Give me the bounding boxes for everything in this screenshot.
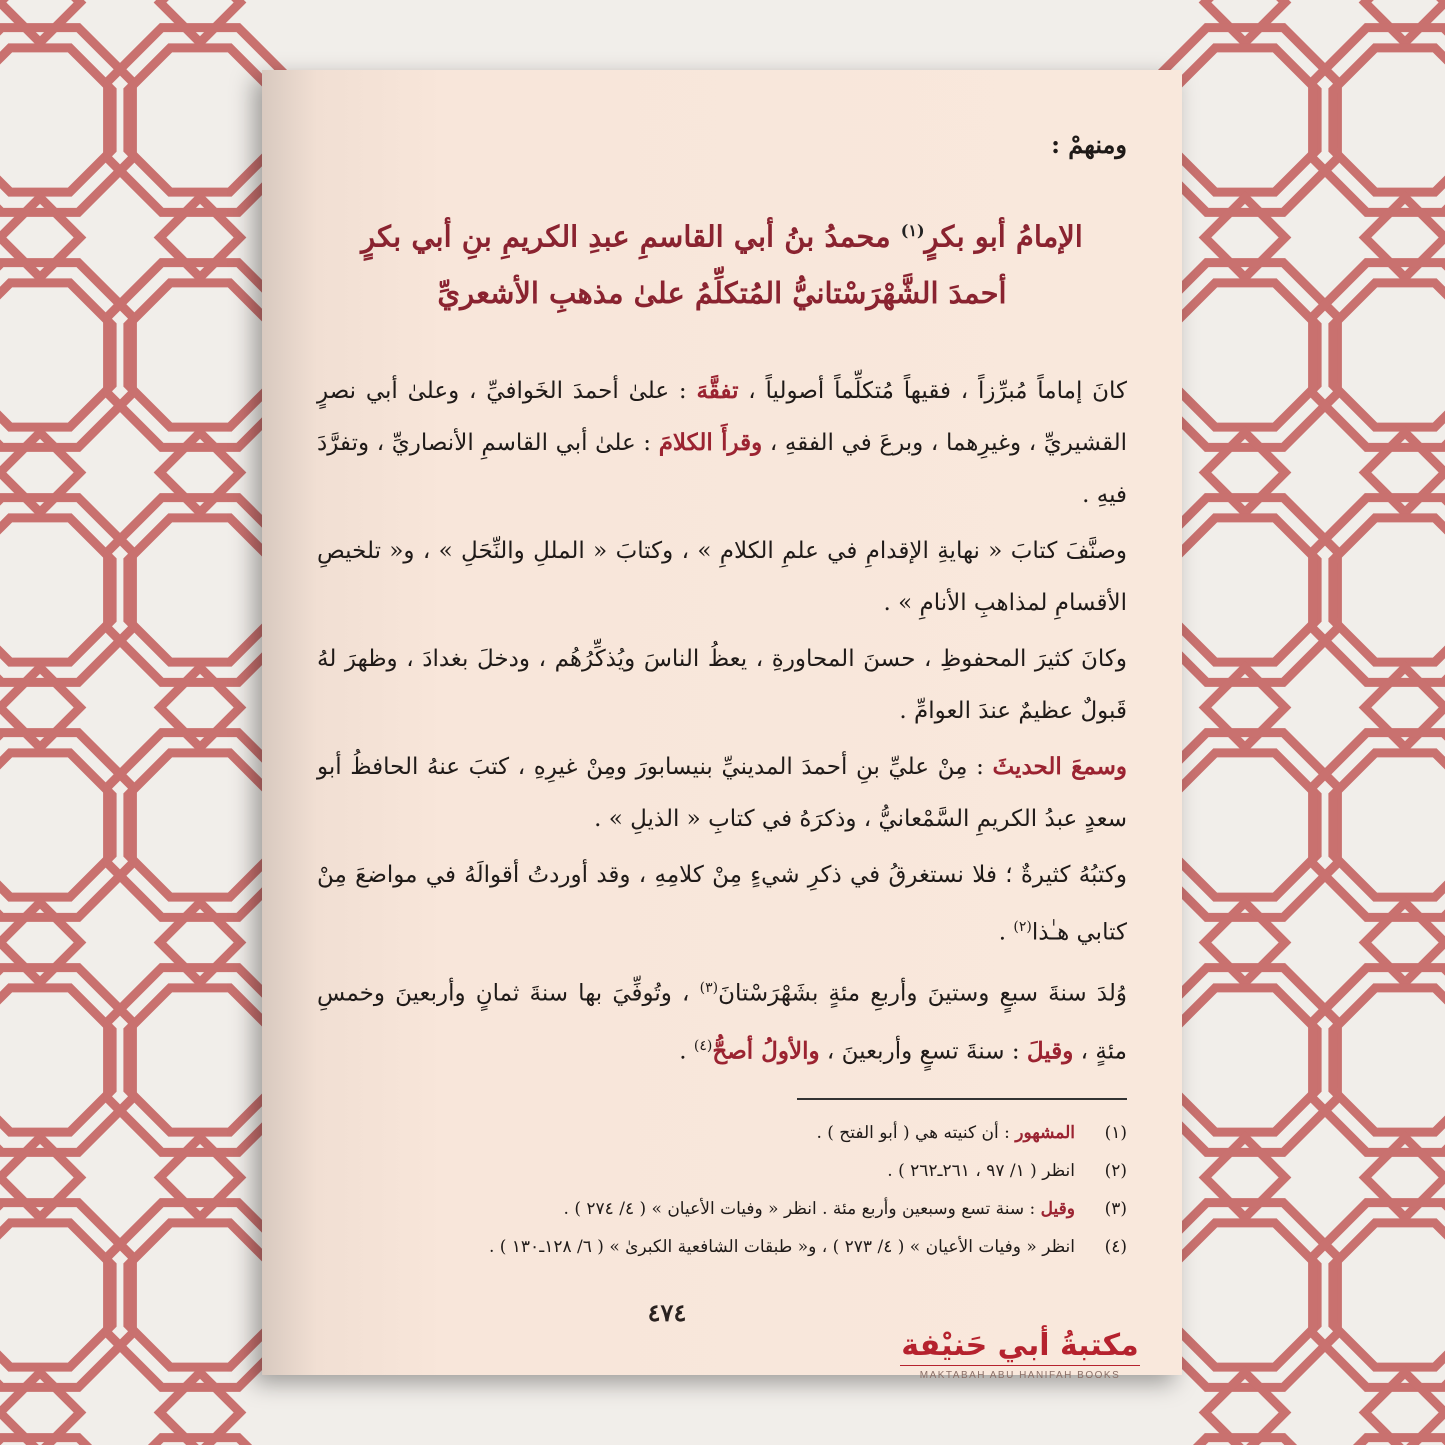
pattern-octagon (128, 1223, 272, 1367)
footnote-number: (٣) (1104, 1198, 1127, 1219)
geometric-pattern-right (1215, 0, 1445, 1445)
biography-title (317, 203, 1127, 321)
pattern-octagon (1333, 988, 1445, 1132)
publisher-logo (890, 1328, 1150, 1381)
paragraph-4 (317, 741, 1127, 845)
highlight-alawwal-asahh: والأولُ أصحُّ (712, 1037, 820, 1065)
title-lineage: محمدُ بنُ أبي القاسمِ عبدِ الكريمِ بنِ أبي بكرٍ (361, 219, 901, 254)
pattern-octagon (1333, 1223, 1445, 1367)
text-run: : مِنْ عليِّ بنِ أحمدَ المدينيِّ بنيسابورَ ومِنْ غيرِهِ ، كتبَ عنهُ الحافظُ أبو سعدٍ عبدُ الكريمِ السَّمْعانيُّ ، وذكرَهُ في كتابِ « الذيلِ » . (317, 753, 1127, 832)
pattern-octagon (1333, 48, 1445, 192)
intro-heading: ومنهمْ : (1051, 130, 1127, 159)
footnote-highlight: وقيل (1040, 1198, 1075, 1219)
footnote-number: (٤) (1104, 1236, 1127, 1257)
text-run: انظر « وفيات الأعيان » ( ٤/ ٢٧٣ ) ، و« طبقات الشافعية الكبرىٰ » ( ٦/ ١٢٨ـ١٣٠ ) . (488, 1236, 1075, 1257)
pattern-octagon (128, 48, 272, 192)
pattern-diamond (1365, 0, 1445, 43)
pattern-octagon (0, 48, 112, 192)
footnote-item (317, 1228, 1127, 1266)
highlight-qila: وقيلَ (1026, 1037, 1074, 1065)
pattern-octagon (1313, 1438, 1445, 1445)
pattern-octagon (1333, 283, 1445, 427)
pattern-octagon (128, 283, 272, 427)
footnote-ref-3: (٣) (699, 980, 719, 997)
pattern-diamond (0, 0, 80, 43)
text-run: : سنةَ تسعٍ وأربعينَ ، (819, 1038, 1027, 1065)
page-number: ٤٧٤ (647, 1298, 687, 1327)
highlight-tafaqqaha: تفقَّهَ (696, 376, 739, 404)
pattern-octagon (0, 283, 112, 427)
page-content (317, 120, 1127, 1266)
paragraph-6 (317, 962, 1127, 1077)
pattern-octagon (128, 988, 272, 1132)
pattern-octagon (0, 1438, 132, 1445)
footnote-item (317, 1190, 1127, 1228)
pattern-octagon (0, 753, 112, 897)
logo-english: MAKTABAH ABU HANIFAH BOOKS (919, 1370, 1121, 1381)
pattern-octagon (0, 518, 112, 662)
text-run: : أن كنيته هي ( أبو الفتح ) . (816, 1122, 1016, 1143)
footnote-highlight: المشهور (1015, 1122, 1075, 1143)
footnote-number: (٢) (1104, 1160, 1127, 1181)
pattern-octagon (1173, 988, 1317, 1132)
title-name: الإمامُ أبو بكرٍ (924, 219, 1083, 254)
text-run: وُلدَ سنةَ سبعٍ وستينَ وأربعِ مئةٍ بشَهْرَسْتانَ (718, 980, 1127, 1007)
pattern-diamond (1205, 0, 1285, 43)
pattern-octagon (1173, 753, 1317, 897)
pattern-octagon (0, 1223, 112, 1367)
text-run: انظر ( ١/ ٩٧ ، ٢٦١ـ٢٦٢ ) . (887, 1160, 1075, 1181)
footnote-item (317, 1152, 1127, 1190)
text-run: : علىٰ أبي القاسمِ الأنصاريِّ ، وتفرَّدَ فيهِ . (317, 429, 1127, 508)
text-run: : سنة تسع وسبعين وأربع مئة . انظر « وفيات الأعيان » ( ٤/ ٢٧٤ ) . (563, 1198, 1041, 1219)
text-run: وكتبُهُ كثيرةٌ ؛ فلا نستغرقُ في ذكرِ شيءٍ مِنْ كلامِهِ ، وقد أوردتُ أقوالَهُ في مواضعَ مِنْ كتابي هـٰذا (317, 861, 1127, 946)
footnote-text (564, 1190, 1075, 1228)
footnote-number: (١) (1104, 1122, 1127, 1143)
footnote-ref-2: (٢) (1013, 918, 1032, 935)
text-run: . (679, 1038, 694, 1065)
footnotes (317, 1114, 1127, 1266)
pattern-octagon (1173, 283, 1317, 427)
pattern-octagon (1333, 753, 1445, 897)
footnote-ref-4: (٤) (693, 1037, 713, 1054)
paragraph-2: وصنَّفَ كتابَ « نهايةِ الإقدامِ في علمِ الكلامِ » ، وكتابَ « المللِ والنِّحَلِ » ، و« تلخيصِ الأقسامِ لمذاهبِ الأنامِ » . (317, 537, 1127, 616)
geometric-pattern-left (0, 0, 225, 1445)
pattern-diamond (160, 0, 240, 43)
paragraph-1 (317, 365, 1127, 521)
paragraph-3: وكانَ كثيرَ المحفوظِ ، حسنَ المحاورةِ ، يعظُ الناسَ ويُذكِّرُهُم ، ودخلَ بغدادَ ، وظهرَ لهُ قَبولٌ عظيمٌ عندَ العوامِّ . (317, 645, 1127, 724)
footnote-item (317, 1114, 1127, 1152)
text-run: ، وتُوفِّيَ بها سنةَ ثمانٍ وأربعينَ وخمسِ مئةٍ ، (317, 980, 1127, 1065)
footnote-divider (797, 1098, 1127, 1100)
logo-arabic: مكتبةُ أبي حَنيْفة (901, 1328, 1139, 1363)
footnote-text (489, 1228, 1075, 1266)
pattern-octagon (0, 988, 112, 1132)
highlight-qaraa-alkalam: وقرأَ الكلامَ (658, 428, 763, 456)
pattern-octagon (108, 1438, 293, 1445)
title-line-1 (317, 203, 1127, 265)
text-run: : علىٰ أحمدَ الخَوافيِّ ، وعلىٰ أبي نصرٍ القشيريِّ ، وغيرِهما ، وبرعَ في الفقهِ ، (317, 377, 1127, 456)
footnote-text (816, 1114, 1075, 1152)
pattern-octagon (128, 518, 272, 662)
highlight-samia-alhadith: وسمعَ الحديثَ (992, 752, 1127, 780)
pattern-octagon (1173, 1223, 1317, 1367)
text-run: كانَ إماماً مُبرِّزاً ، فقيهاً مُتكلِّماً أصولياً ، (738, 377, 1127, 404)
logo-divider (900, 1365, 1140, 1366)
pattern-octagon (1333, 518, 1445, 662)
title-line-2: أحمدَ الشَّهْرَسْتانيُّ المُتكلِّمُ علىٰ مذهبِ الأشعريِّ (437, 275, 1007, 310)
pattern-octagon (1153, 1438, 1338, 1445)
pattern-octagon (1173, 48, 1317, 192)
book-page (262, 70, 1182, 1381)
footnote-text (887, 1152, 1075, 1190)
text-run: . (998, 919, 1014, 946)
pattern-octagon (1173, 518, 1317, 662)
footnote-ref-1: (١) (900, 221, 925, 240)
pattern-octagon (128, 753, 272, 897)
paragraph-5 (317, 849, 1127, 959)
